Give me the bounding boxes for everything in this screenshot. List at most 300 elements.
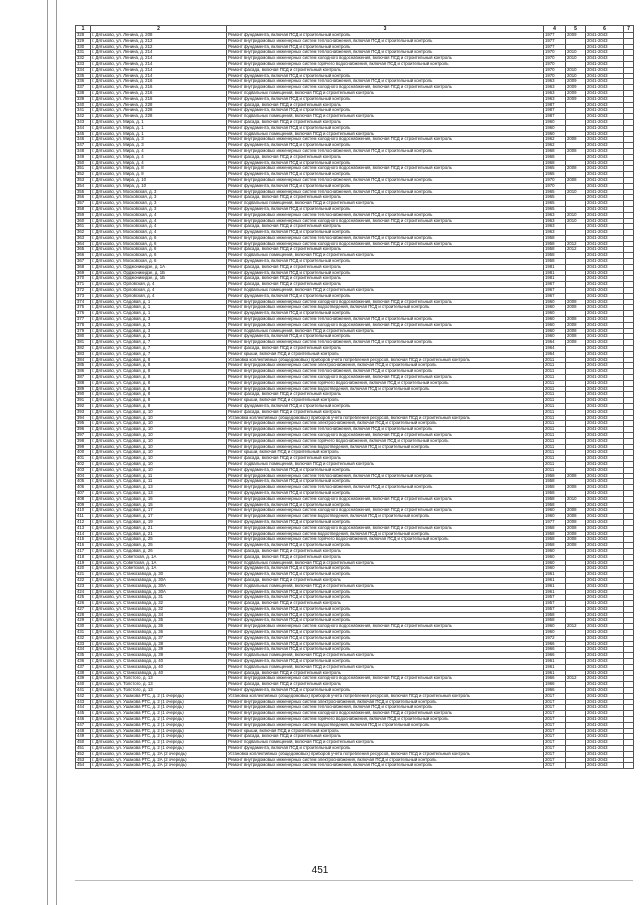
row-number-cell: 402 [76,461,91,467]
build-year-cell: 1970 [544,50,566,56]
work-type-cell: Ремонт внутридомовых инженерных систем холодного водоснабжения, включая ПСД и строительный контроль [227,322,544,328]
planned-period-cell: 2041-2043 [586,444,624,450]
table-row [76,705,634,711]
last-repair-year-cell: 2008 [566,485,586,491]
last-repair-year-cell: 2008 [566,148,586,154]
address-cell: г. Дятьково, ул. Мира, д. 10 [91,183,227,189]
table-row [76,751,634,757]
planned-period-cell: 2041-2043 [586,624,624,630]
planned-period-cell: 2041-2043 [586,334,624,340]
work-type-cell: Ремонт фасада, включая ПСД и строительный контроль [227,102,544,108]
build-year-cell: 1960 [544,548,566,554]
address-cell: г. Дятьково, ул. Садовая, д. 10 [91,409,227,415]
address-cell: г. Дятьково, ул. Садовая, д. 10 [91,461,227,467]
last-repair-year-cell: 2010 [566,496,586,502]
row-number-cell: 397 [76,432,91,438]
planned-period-cell: 2041-2043 [586,299,624,305]
planned-period-cell: 2041-2043 [586,247,624,253]
work-type-cell: Ремонт внутридомовых инженерных систем холодного водоснабжения, включая ПСД и строительный контроль [227,375,544,381]
last-repair-year-cell [566,763,586,769]
work-type-cell: Ремонт фундамента, включая ПСД и строительный контроль [227,334,544,340]
planned-period-cell: 2041-2043 [586,438,624,444]
address-cell: г. Дятьково, ул. Толстого, д. 13 [91,682,227,688]
row-number-cell: 360 [76,218,91,224]
address-cell: г. Дятьково, ул. Московская, д. 6 [91,241,227,247]
address-cell: г. Дятьково, ул. Московская, д. 6 [91,247,227,253]
address-cell: г. Дятьково, ул. Советская, д. 1А [91,554,227,560]
address-cell: г. Дятьково, ул. Ленина, д. 228 [91,108,227,114]
planned-period-cell: 2041-2043 [586,311,624,317]
row-number-cell: 354 [76,183,91,189]
build-year-cell: 1966 [544,647,566,653]
address-cell: г. Дятьково, ул. Ленина, д. 228 [91,102,227,108]
last-repair-year-cell: 2012 [566,247,586,253]
address-cell: г. Дятьково, ул. Садовая, д. 13 [91,485,227,491]
planned-period-cell: 2041-2043 [586,90,624,96]
address-cell: г. Дятьково, ул. Ленина, д. 216 [91,96,227,102]
build-year-cell: 2017 [544,711,566,717]
build-year-cell: 1958 [544,612,566,618]
row-number-cell: 429 [76,618,91,624]
row-number-cell: 446 [76,717,91,723]
address-cell: г. Дятьково, ул. Садовая, д. 10 [91,427,227,433]
last-repair-year-cell: 2009 [566,79,586,85]
work-type-cell: Ремонт подвальных помещений, включая ПСД и строительный контроль [227,288,544,294]
planned-period-cell: 2041-2043 [586,154,624,160]
build-year-cell: 2011 [544,456,566,462]
row-number-cell: 391 [76,398,91,404]
row-number-cell: 378 [76,322,91,328]
row-number-cell: 418 [76,554,91,560]
planned-period-cell: 2041-2043 [586,137,624,143]
planned-period-cell: 2041-2043 [586,525,624,531]
address-cell: г. Дятьково, ул. Ленина, д. 228 [91,114,227,120]
work-type-cell: Ремонт фундамента, включая ПСД и строительный контроль [227,566,544,572]
build-year-cell: 2011 [544,461,566,467]
build-year-cell: 2017 [544,705,566,711]
row-number-cell: 344 [76,125,91,131]
row-number-cell: 431 [76,630,91,636]
build-year-cell: 1966 [544,641,566,647]
address-cell: г. Дятьково, ул. Станкозавода, д. 30А [91,577,227,583]
build-year-cell: 1964 [544,340,566,346]
header-cell: 7 [624,26,634,33]
planned-period-cell: 2041-2043 [586,740,624,746]
address-cell: г. Дятьково, ул. Садовая, д. 8 [91,392,227,398]
work-type-cell: Ремонт внутридомовых инженерных систем горячего водоснабжения, включая ПСД и строительный контроль [227,537,544,543]
work-type-cell: Ремонт внутридомовых инженерных систем холодного водоснабжения, включая ПСД и строительный контроль [227,137,544,143]
build-year-cell: 2011 [544,375,566,381]
address-cell: г. Дятьково, ул. Орджоникидзе, д. 1Б [91,276,227,282]
planned-period-cell: 2041-2043 [586,432,624,438]
row-number-cell: 443 [76,699,91,705]
row-number-cell: 330 [76,44,91,50]
build-year-cell: 1963 [544,212,566,218]
work-type-cell: Ремонт фундамента, включая ПСД и строительный контроль [227,635,544,641]
planned-period-cell: 2041-2043 [586,108,624,114]
work-type-cell: Ремонт внутридомовых инженерных систем теплоснабжения, включая ПСД и строительный контроль [227,235,544,241]
build-year-cell: 1965 [544,195,566,201]
planned-period-cell: 2041-2043 [586,363,624,369]
build-year-cell: 1977 [544,38,566,44]
row-number-cell: 411 [76,514,91,520]
work-type-cell: Ремонт подвальных помещений, включая ПСД и строительный контроль [227,253,544,259]
build-year-cell: 1972 [544,635,566,641]
planned-period-cell: 2041-2043 [586,317,624,323]
work-type-cell: Ремонт внутридомовых инженерных систем теплоснабжения, включая ПСД и строительный контроль [227,212,544,218]
left-margin-line [47,0,48,905]
address-cell: г. Дятьково, ул. Московская, д. 3 [91,195,227,201]
row-number-cell: 413 [76,525,91,531]
build-year-cell: 2017 [544,734,566,740]
address-cell: г. Дятьково, ул. Московская, д. 3 [91,189,227,195]
build-year-cell: 1961 [544,664,566,670]
planned-period-cell: 2041-2043 [586,711,624,717]
planned-period-cell: 2041-2043 [586,583,624,589]
work-type-cell: Ремонт внутридомовых инженерных систем электроснабжения, включая ПСД и строительный контроль [227,421,544,427]
build-year-cell: 1966 [544,688,566,694]
planned-period-cell: 2041-2043 [586,224,624,230]
address-cell: г. Дятьково, ул. Станкозавода, д. 30А [91,583,227,589]
build-year-cell: 1968 [544,148,566,154]
address-cell: г. Дятьково, ул. Ушакова РТС, д. 2 (1 очередь) [91,728,227,734]
planned-period-cell: 2041-2043 [586,160,624,166]
row-number-cell: 448 [76,728,91,734]
build-year-cell: 1960 [544,317,566,323]
work-type-cell: Ремонт фундамента, включая ПСД и строительный контроль [227,404,544,410]
row-number-cell: 350 [76,160,91,166]
planned-period-cell: 2041-2043 [586,519,624,525]
last-repair-year-cell: 2010 [566,73,586,79]
work-type-cell: Ремонт подвальных помещений, включая ПСД и строительный контроль [227,114,544,120]
build-year-cell: 2011 [544,380,566,386]
row-number-cell: 447 [76,722,91,728]
address-cell: г. Дятьково, ул. Садовая, д. 25 [91,543,227,549]
address-cell: г. Дятьково, ул. Садовая, д. 21 [91,525,227,531]
work-type-cell: Ремонт внутридомовых инженерных систем холодного водоснабжения, включая ПСД и строительный контроль [227,624,544,630]
last-repair-year-cell: 2012 [566,676,586,682]
planned-period-cell: 2041-2043 [586,734,624,740]
repair-schedule-table [75,25,634,769]
address-cell: г. Дятьково, ул. Мира, д. 8 [91,172,227,178]
build-year-cell: 1970 [544,73,566,79]
work-type-cell: Ремонт внутридомовых инженерных систем электроснабжения, включая ПСД и строительный контроль [227,699,544,705]
row-number-cell: 393 [76,409,91,415]
address-cell: г. Дятьково, ул. Ленина, д. 216 [91,79,227,85]
address-cell: г. Дятьково, ул. Садовая, д. 17 [91,514,227,520]
work-type-cell: Ремонт внутридомовых инженерных систем холодного водоснабжения, включая ПСД и строительный контроль [227,299,544,305]
work-type-cell: Ремонт внутридомовых инженерных систем горячего водоснабжения, включая ПСД и строительный контроль [227,380,544,386]
row-number-cell: 340 [76,102,91,108]
build-year-cell: 2017 [544,751,566,757]
work-type-cell: Ремонт внутридомовых инженерных систем водоотведения, включая ПСД и строительный контроль [227,722,544,728]
planned-period-cell: 2041-2043 [586,415,624,421]
work-type-cell: Ремонт фундамента, включая ПСД и строительный контроль [227,44,544,50]
address-cell: г. Дятьково, ул. Мира, д. 8 [91,166,227,172]
row-number-cell: 375 [76,305,91,311]
planned-period-cell: 2041-2043 [586,456,624,462]
row-number-cell: 355 [76,189,91,195]
row-number-cell: 407 [76,490,91,496]
work-type-cell: Ремонт внутридомовых инженерных систем электроснабжения, включая ПСД и строительный контроль [227,757,544,763]
planned-period-cell: 2041-2043 [586,427,624,433]
address-cell: г. Дятьково, ул. Московская, д. 3 [91,206,227,212]
row-number-cell: 347 [76,143,91,149]
row-number-cell: 366 [76,253,91,259]
work-type-cell: Ремонт крыши, включая ПСД и строительный контроль [227,398,544,404]
build-year-cell: 2011 [544,386,566,392]
planned-period-cell: 2041-2043 [586,693,624,699]
work-type-cell: Ремонт фасада, включая ПСД и строительный контроль [227,195,544,201]
address-cell: г. Дятьково, ул. Ушакова РТС, д. 2 (1 очередь) [91,722,227,728]
planned-period-cell: 2041-2043 [586,230,624,236]
address-cell: г. Дятьково, ул. Садовая, д. 11 [91,479,227,485]
address-cell: г. Дятьково, ул. Садовая, д. 10 [91,444,227,450]
planned-period-cell: 2041-2043 [586,543,624,549]
planned-period-cell: 2041-2043 [586,340,624,346]
row-number-cell: 371 [76,282,91,288]
row-number-cell: 335 [76,73,91,79]
planned-period-cell: 2041-2043 [586,473,624,479]
planned-period-cell: 2041-2043 [586,253,624,259]
build-year-cell: 2017 [544,740,566,746]
build-year-cell: 1960 [544,305,566,311]
build-year-cell: 2017 [544,717,566,723]
row-number-cell: 383 [76,351,91,357]
address-cell: г. Дятьково, ул. Московская, д. 6 [91,259,227,265]
work-type-cell: Ремонт фундамента, включая ПСД и строительный контроль [227,259,544,265]
table-row [76,711,634,717]
address-cell: г. Дятьково, ул. Мира, д. 10 [91,177,227,183]
planned-period-cell: 2041-2043 [586,96,624,102]
planned-period-cell: 2041-2043 [586,450,624,456]
build-year-cell: 1958 [544,259,566,265]
address-cell: г. Дятьково, ул. Станкозавода, д. 37 [91,635,227,641]
address-cell: г. Дятьково, ул. Московская, д. 3 [91,201,227,207]
address-cell: г. Дятьково, ул. Садовая, д. 1 [91,299,227,305]
row-number-cell: 406 [76,485,91,491]
header-cell: 2 [91,26,227,33]
row-number-cell: 416 [76,543,91,549]
row-number-cell: 428 [76,612,91,618]
build-year-cell: 1957 [544,595,566,601]
planned-period-cell: 2041-2043 [586,183,624,189]
planned-period-cell: 2041-2043 [586,177,624,183]
planned-period-cell: 2041-2043 [586,288,624,294]
planned-period-cell: 2041-2043 [586,125,624,131]
planned-period-cell: 2041-2043 [586,172,624,178]
build-year-cell: 2011 [544,409,566,415]
build-year-cell: 2011 [544,427,566,433]
empty-cell [624,763,634,769]
planned-period-cell: 2041-2043 [586,641,624,647]
work-type-cell: Ремонт фундамента, включая ПСД и строительный контроль [227,612,544,618]
last-repair-year-cell: 2008 [566,525,586,531]
build-year-cell: 1958 [544,247,566,253]
address-cell: г. Дятьково, ул. Садовая, д. 15 [91,496,227,502]
work-type-cell: Ремонт внутридомовых инженерных систем водоотведения, включая ПСД и строительный контроль [227,386,544,392]
work-type-cell: Ремонт внутридомовых инженерных систем холодного водоснабжения, включая ПСД и строительный контроль [227,241,544,247]
planned-period-cell: 2041-2043 [586,398,624,404]
planned-period-cell: 2041-2043 [586,50,624,56]
planned-period-cell: 2041-2043 [586,490,624,496]
build-year-cell: 1961 [544,572,566,578]
row-number-cell: 369 [76,270,91,276]
last-repair-year-cell: 2008 [566,299,586,305]
work-type-cell: Ремонт фасада, включая ПСД и строительный контроль [227,224,544,230]
last-repair-year-cell: 2012 [566,241,586,247]
row-number-cell: 381 [76,340,91,346]
row-number-cell: 343 [76,119,91,125]
planned-period-cell: 2041-2043 [586,531,624,537]
row-number-cell: 441 [76,688,91,694]
last-repair-year-cell: 2008 [566,531,586,537]
row-number-cell: 398 [76,438,91,444]
table-row [76,653,634,659]
work-type-cell: Ремонт фасада, включая ПСД и строительный контроль [227,548,544,554]
row-number-cell: 387 [76,375,91,381]
work-type-cell: Установка коллективных (общедомовых) приборов учета потребления ресурсов, включая ПСД и строительный контроль [227,751,544,757]
build-year-cell: 1961 [544,583,566,589]
planned-period-cell: 2041-2043 [586,757,624,763]
planned-period-cell: 2041-2043 [586,282,624,288]
row-number-cell: 348 [76,148,91,154]
work-type-cell: Ремонт фундамента, включая ПСД и строительный контроль [227,490,544,496]
row-number-cell: 414 [76,531,91,537]
address-cell: г. Дятьково, ул. Садовая, д. 10 [91,456,227,462]
address-cell: г. Дятьково, ул. Ушакова РТС, д. 2 (1 очередь) [91,746,227,752]
build-year-cell: 1961 [544,577,566,583]
work-type-cell: Установка коллективных (общедомовых) приборов учета потребления ресурсов, включая ПСД и строительный контроль [227,415,544,421]
work-type-cell: Ремонт фасада, включая ПСД и строительный контроль [227,409,544,415]
planned-period-cell: 2041-2043 [586,305,624,311]
work-type-cell: Ремонт фундамента, включая ПСД и строительный контроль [227,293,544,299]
row-number-cell: 380 [76,334,91,340]
planned-period-cell: 2041-2043 [586,56,624,62]
build-year-cell: 2011 [544,415,566,421]
address-cell: г. Дятьково, ул. Ленина, д. 214 [91,56,227,62]
last-repair-year-cell: 2008 [566,473,586,479]
address-cell: г. Дятьково, ул. Садовая, д. 3 [91,317,227,323]
address-cell: г. Дятьково, ул. Московская, д. 4 [91,224,227,230]
row-number-cell: 444 [76,705,91,711]
last-repair-year-cell: 2008 [566,322,586,328]
row-number-cell: 373 [76,293,91,299]
work-type-cell: Ремонт фундамента, включая ПСД и строительный контроль [227,160,544,166]
row-number-cell: 388 [76,380,91,386]
last-repair-year-cell: 2009 [566,85,586,91]
work-type-cell: Ремонт фундамента, включая ПСД и строительный контроль [227,73,544,79]
build-year-cell: 1977 [544,519,566,525]
row-number-cell: 374 [76,299,91,305]
build-year-cell: 1963 [544,230,566,236]
work-type-cell: Ремонт внутридомовых инженерных систем холодного водоснабжения, включая ПСД и строительный контроль [227,525,544,531]
planned-period-cell: 2041-2043 [586,751,624,757]
build-year-cell: 1981 [544,270,566,276]
row-number-cell: 438 [76,670,91,676]
planned-period-cell: 2041-2043 [586,699,624,705]
row-number-cell: 442 [76,693,91,699]
planned-period-cell: 2041-2043 [586,79,624,85]
planned-period-cell: 2041-2043 [586,67,624,73]
work-type-cell: Ремонт подвальных помещений, включая ПСД и строительный контроль [227,653,544,659]
build-year-cell: 2011 [544,398,566,404]
planned-period-cell: 2041-2043 [586,206,624,212]
address-cell: г. Дятьково, ул. Ушакова РТС, д. 2 (1 очередь) [91,699,227,705]
row-number-cell: 450 [76,740,91,746]
work-type-cell: Ремонт внутридомовых инженерных систем холодного водоснабжения, включая ПСД и строительный контроль [227,166,544,172]
address-cell: г. Дятьково, ул. Ушакова РТС, д. 2 (1 очередь) [91,740,227,746]
build-year-cell: 1958 [544,525,566,531]
last-repair-year-cell: 2008 [566,137,586,143]
build-year-cell: 1958 [544,618,566,624]
work-type-cell: Ремонт фасада, включая ПСД и строительный контроль [227,247,544,253]
planned-period-cell: 2041-2043 [586,612,624,618]
address-cell: г. Дятьково, ул. Ушакова РТС, д. 2А (2 очередь) [91,751,227,757]
work-type-cell: Ремонт фасада, включая ПСД и строительный контроль [227,392,544,398]
row-number-cell: 417 [76,548,91,554]
address-cell: г. Дятьково, ул. Ленина, д. 212 [91,38,227,44]
address-cell: г. Дятьково, ул. Садовая, д. 19 [91,519,227,525]
build-year-cell: 1960 [544,131,566,137]
planned-period-cell: 2041-2043 [586,577,624,583]
planned-period-cell: 2041-2043 [586,357,624,363]
work-type-cell: Ремонт фасада, включая ПСД и строительный контроль [227,264,544,270]
build-year-cell: 1958 [544,241,566,247]
build-year-cell: 1960 [544,508,566,514]
build-year-cell: 1968 [544,154,566,160]
build-year-cell: 1960 [544,125,566,131]
planned-period-cell: 2041-2043 [586,763,624,769]
work-type-cell: Установка коллективных (общедомовых) приборов учета потребления ресурсов, включая ПСД и строительный контроль [227,357,544,363]
row-number-cell: 412 [76,519,91,525]
planned-period-cell: 2041-2043 [586,537,624,543]
address-cell: г. Дятьково, ул. Садовая, д. 8 [91,363,227,369]
work-type-cell: Ремонт внутридомовых инженерных систем холодного водоснабжения, включая ПСД и строительный контроль [227,218,544,224]
build-year-cell: 1958 [544,479,566,485]
last-repair-year-cell: 2008 [566,328,586,334]
row-number-cell: 410 [76,508,91,514]
work-type-cell: Ремонт фасада, включая ПСД и строительный контроль [227,456,544,462]
planned-period-cell: 2041-2043 [586,479,624,485]
work-type-cell: Ремонт внутридомовых инженерных систем теплоснабжения, включая ПСД и строительный контроль [227,317,544,323]
address-cell: г. Дятьково, ул. Станкозавода, д. 32 [91,601,227,607]
address-cell: г. Дятьково, ул. Станкозавода, д. 40 [91,664,227,670]
last-repair-year-cell: 2008 [566,334,586,340]
last-repair-year-cell: 2010 [566,56,586,62]
row-number-cell: 329 [76,38,91,44]
planned-period-cell: 2041-2043 [586,404,624,410]
build-year-cell: 2011 [544,450,566,456]
address-cell: г. Дятьково, ул. Советская, д. 1А [91,566,227,572]
row-number-cell: 454 [76,763,91,769]
row-number-cell: 453 [76,757,91,763]
work-type-cell: Ремонт фундамента, включая ПСД и строительный контроль [227,206,544,212]
address-cell: г. Дятьково, ул. Ленина, д. 214 [91,50,227,56]
row-number-cell: 349 [76,154,91,160]
work-type-cell: Ремонт фундамента, включая ПСД и строительный контроль [227,746,544,752]
work-type-cell: Ремонт фундамента, включая ПСД и строительный контроль [227,311,544,317]
work-type-cell: Ремонт фасада, включая ПСД и строительный контроль [227,734,544,740]
header-cell: 5 [566,26,586,33]
planned-period-cell: 2041-2043 [586,392,624,398]
planned-period-cell: 2041-2043 [586,386,624,392]
row-number-cell: 331 [76,50,91,56]
planned-period-cell: 2041-2043 [586,166,624,172]
address-cell: г. Дятьково, ул. Садовая, д. 7 [91,340,227,346]
build-year-cell: 2011 [544,421,566,427]
work-type-cell: Ремонт фундамента, включая ПСД и строительный контроль [227,659,544,665]
